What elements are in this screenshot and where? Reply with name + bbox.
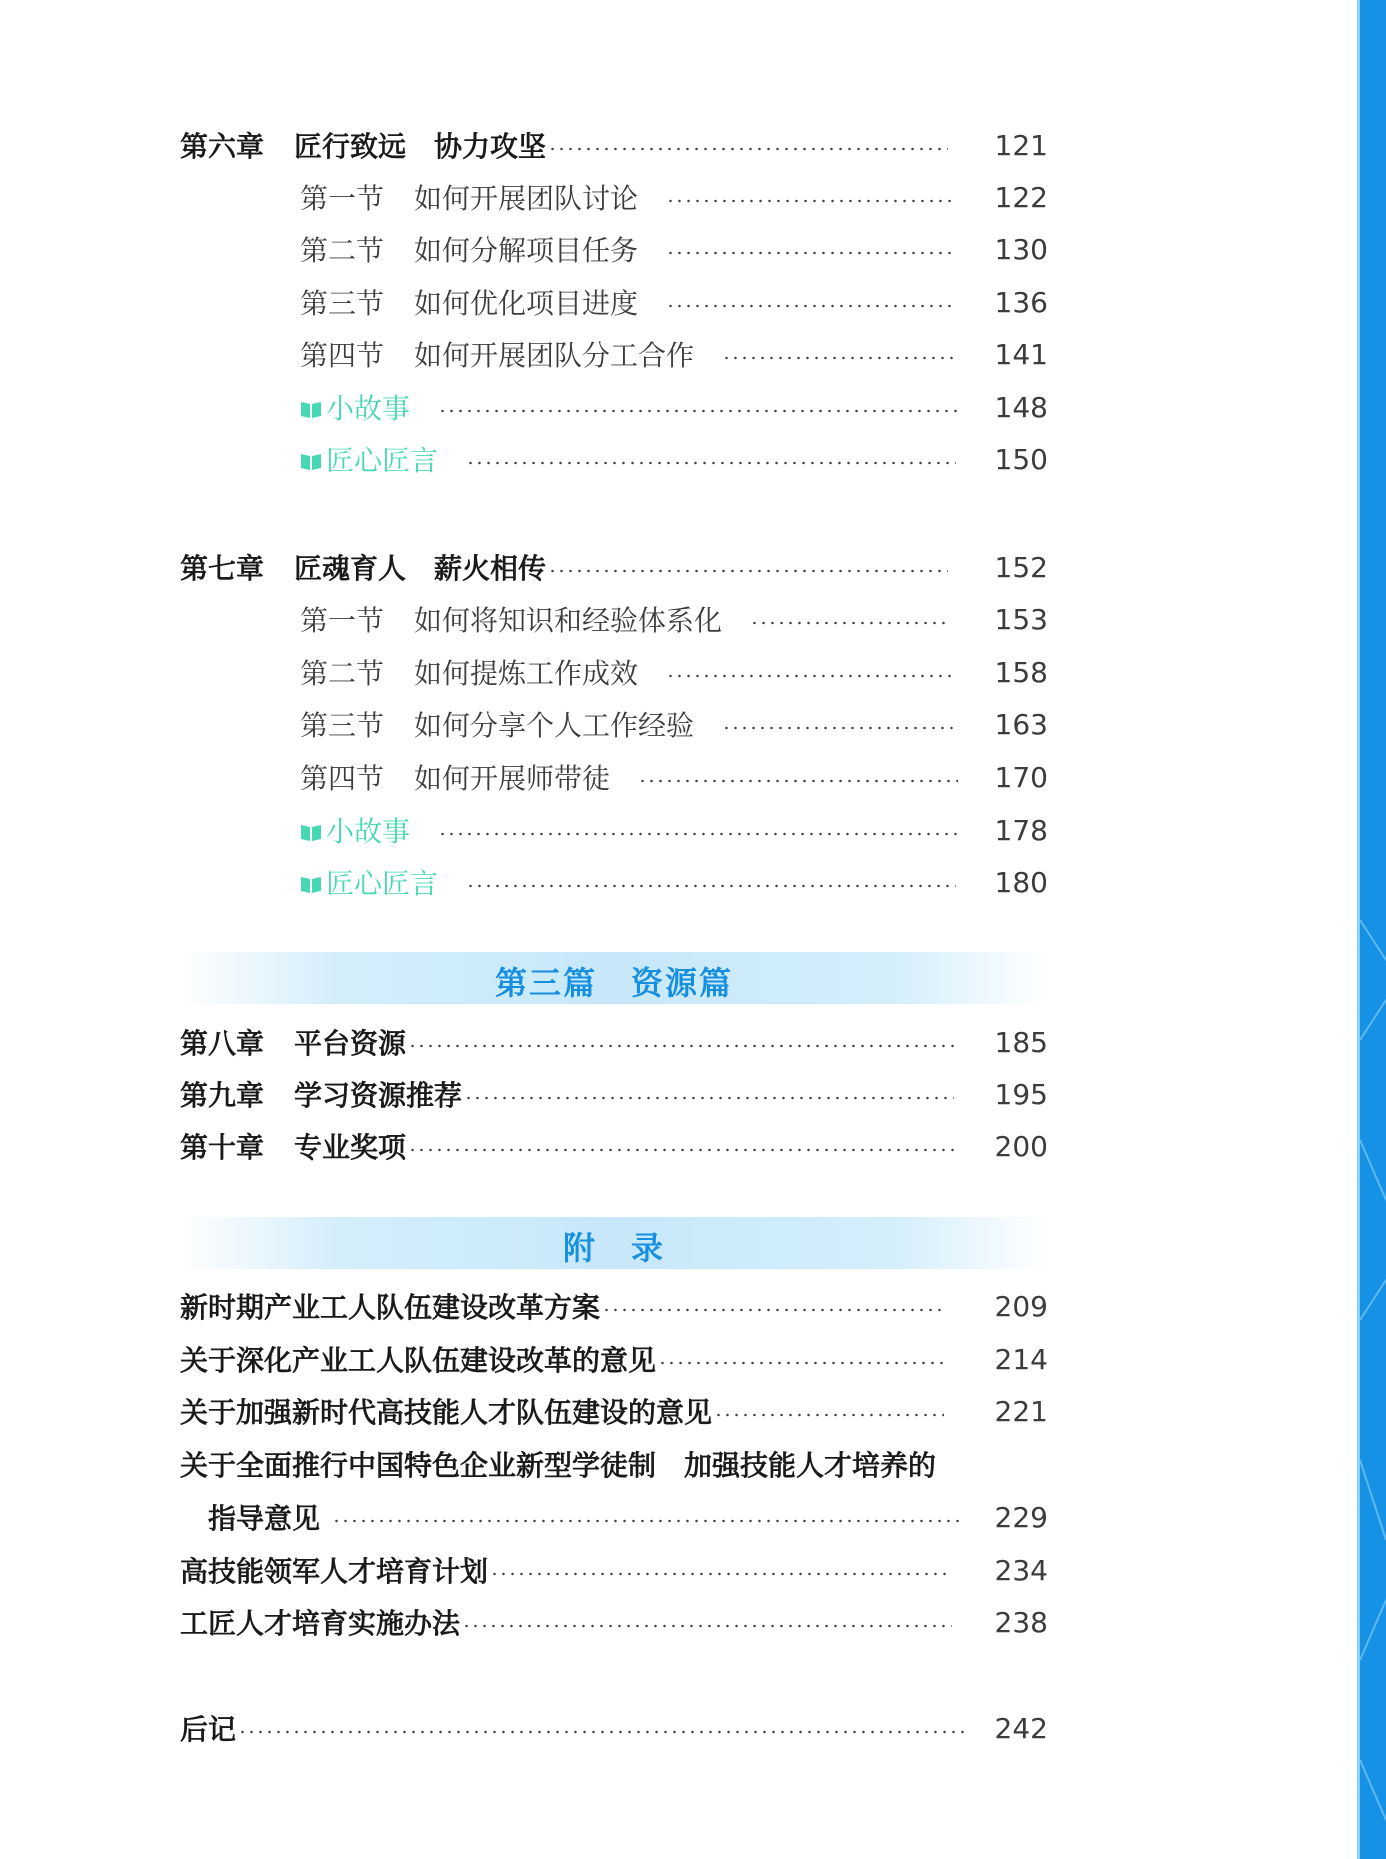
- appendix-item-title: 关于全面推行中国特色企业新型学徒制 加强技能人才培养的: [180, 1449, 937, 1482]
- toc-appendix-item-line1[interactable]: [180, 1441, 1048, 1487]
- toc-chapter-9[interactable]: [180, 1071, 1048, 1117]
- chapter-label: 第六章: [180, 130, 265, 163]
- page-number: 130: [994, 232, 1048, 266]
- toc-section[interactable]: [300, 596, 1048, 642]
- chapter-label: 第八章: [180, 1027, 265, 1060]
- toc-appendix-item[interactable]: [180, 1283, 1048, 1329]
- page-number: 234: [994, 1553, 1048, 1587]
- toc-chapter-8[interactable]: [180, 1019, 1048, 1065]
- page-number: 185: [994, 1025, 1048, 1059]
- toc-afterword[interactable]: [180, 1705, 1048, 1751]
- toc-chapter-7[interactable]: [180, 544, 1048, 590]
- section-label: 第一节: [300, 182, 385, 215]
- page-number: 170: [994, 760, 1048, 794]
- toc-extra-story[interactable]: [300, 807, 1048, 853]
- leader-dots: [666, 251, 956, 255]
- leader-dots: [638, 779, 958, 783]
- leader-dots: [602, 1308, 947, 1312]
- section-title: 如何提炼工作成效: [414, 657, 639, 690]
- part-title: 第三篇 资源篇: [494, 964, 733, 1002]
- side-bar-pattern: [1360, 900, 1386, 1859]
- leader-dots: [722, 726, 954, 730]
- appendix-item-title: 工匠人才培育实施办法: [180, 1607, 461, 1640]
- toc-section[interactable]: [300, 649, 1048, 695]
- leader-dots: [438, 832, 958, 836]
- section-label: 第三节: [300, 709, 385, 742]
- page-number: 229: [994, 1500, 1048, 1534]
- page-number: 121: [994, 128, 1048, 162]
- page-number: 141: [994, 337, 1048, 371]
- section-title: 如何优化项目进度: [414, 287, 639, 320]
- open-book-icon: [300, 821, 322, 843]
- chapter-label: 第九章: [180, 1079, 265, 1112]
- appendix-item-title: 关于加强新时代高技能人才队伍建设的意见: [180, 1396, 713, 1429]
- chapter-title: 平台资源: [294, 1027, 407, 1060]
- toc-appendix-item[interactable]: [180, 1547, 1048, 1593]
- section-title: 如何开展团队讨论: [414, 182, 639, 215]
- toc-extra-quote[interactable]: [300, 859, 1048, 905]
- page-number: 200: [994, 1129, 1048, 1163]
- section-title: 如何将知识和经验体系化: [414, 604, 723, 637]
- open-book-icon: [300, 873, 322, 895]
- page-number: 209: [994, 1289, 1048, 1323]
- page-number: 148: [994, 390, 1048, 424]
- page-number: 158: [994, 655, 1048, 689]
- leader-dots: [332, 1519, 962, 1523]
- leader-dots: [438, 409, 958, 413]
- page-number: 238: [994, 1605, 1048, 1639]
- section-label: 第二节: [300, 234, 385, 267]
- toc-section[interactable]: [300, 701, 1048, 747]
- leader-dots: [714, 1413, 944, 1417]
- page-number: 221: [994, 1394, 1048, 1428]
- section-label: 第四节: [300, 762, 385, 795]
- leader-dots: [490, 1572, 950, 1576]
- toc-section[interactable]: [300, 279, 1048, 325]
- chapter-title: 学习资源推荐: [294, 1079, 463, 1112]
- page-number: 242: [994, 1711, 1048, 1745]
- chapter-title: 匠行致远 协力攻坚: [294, 130, 547, 163]
- toc-appendix-item[interactable]: [180, 1599, 1048, 1645]
- section-title: 如何开展师带徒: [414, 762, 611, 795]
- section-title: 如何开展团队分工合作: [414, 339, 695, 372]
- chapter-title: 匠魂育人 薪火相传: [294, 552, 547, 585]
- page-number: 178: [994, 813, 1048, 847]
- open-book-icon: [300, 450, 322, 472]
- page-number: 153: [994, 602, 1048, 636]
- appendix-item-title: 高技能领军人才培育计划: [180, 1555, 489, 1588]
- afterword-title: 后记: [180, 1713, 237, 1746]
- toc-extra-quote[interactable]: [300, 436, 1048, 482]
- section-label: 第四节: [300, 339, 385, 372]
- appendix-title: 附 录: [562, 1229, 665, 1267]
- part-banner: [180, 952, 1048, 1004]
- leader-dots: [464, 1096, 954, 1100]
- appendix-banner: [180, 1217, 1048, 1269]
- section-label: 第二节: [300, 657, 385, 690]
- section-title: 如何分解项目任务: [414, 234, 639, 267]
- page-number: 214: [994, 1342, 1048, 1376]
- toc-appendix-item[interactable]: [180, 1336, 1048, 1382]
- toc-section[interactable]: [300, 174, 1048, 220]
- leader-dots: [548, 569, 948, 573]
- appendix-item-title: 指导意见: [208, 1502, 321, 1535]
- toc-section[interactable]: [300, 226, 1048, 272]
- toc-appendix-item[interactable]: [180, 1388, 1048, 1434]
- leader-dots: [466, 884, 956, 888]
- toc-extra-story[interactable]: [300, 384, 1048, 430]
- leader-dots: [666, 674, 956, 678]
- section-label: 第三节: [300, 287, 385, 320]
- toc-appendix-item-line2[interactable]: [208, 1494, 1048, 1540]
- extra-title: 小故事: [326, 815, 411, 848]
- leader-dots: [722, 356, 954, 360]
- extra-title: 匠心匠言: [326, 867, 439, 900]
- leader-dots: [462, 1624, 952, 1628]
- toc-section[interactable]: [300, 754, 1048, 800]
- leader-dots: [666, 304, 956, 308]
- chapter-label: 第七章: [180, 552, 265, 585]
- page-number: 122: [994, 180, 1048, 214]
- appendix-item-title: 关于深化产业工人队伍建设改革的意见: [180, 1344, 657, 1377]
- page-number: 180: [994, 865, 1048, 899]
- leader-dots: [238, 1730, 968, 1734]
- leader-dots: [666, 199, 956, 203]
- page-number: 195: [994, 1077, 1048, 1111]
- leader-dots: [750, 621, 950, 625]
- leader-dots: [466, 461, 956, 465]
- chapter-label: 第十章: [180, 1131, 265, 1164]
- extra-title: 匠心匠言: [326, 444, 439, 477]
- leader-dots: [408, 1044, 958, 1048]
- page-number: 152: [994, 550, 1048, 584]
- toc-chapter-6[interactable]: [180, 122, 1048, 168]
- page-number: 163: [994, 707, 1048, 741]
- leader-dots: [408, 1148, 958, 1152]
- toc-section[interactable]: [300, 331, 1048, 377]
- page-number: 136: [994, 285, 1048, 319]
- chapter-title: 专业奖项: [294, 1131, 407, 1164]
- page-number: 150: [994, 442, 1048, 476]
- open-book-icon: [300, 398, 322, 420]
- section-title: 如何分享个人工作经验: [414, 709, 695, 742]
- appendix-item-title: 新时期产业工人队伍建设改革方案: [180, 1291, 601, 1324]
- section-label: 第一节: [300, 604, 385, 637]
- leader-dots: [658, 1361, 948, 1365]
- toc-chapter-10[interactable]: [180, 1123, 1048, 1169]
- leader-dots: [548, 147, 948, 151]
- extra-title: 小故事: [326, 392, 411, 425]
